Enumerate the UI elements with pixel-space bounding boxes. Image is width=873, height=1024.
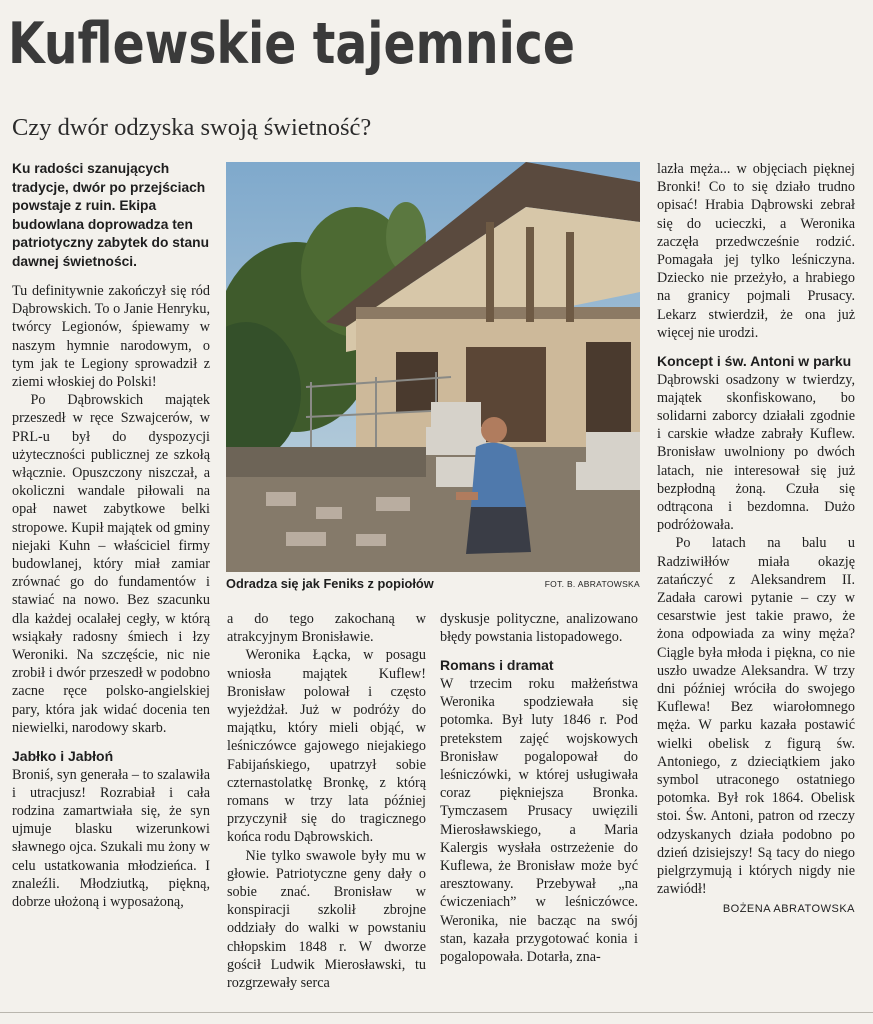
column-1	[12, 160, 210, 911]
section-heading: Romans i dramat	[440, 657, 554, 674]
headline: Kuflewskie tajemnice	[8, 11, 575, 77]
paragraph: dyskusje polityczne, analizowano błędy powstania listopadowego.	[440, 611, 638, 646]
column-3	[440, 610, 638, 966]
article-photo	[226, 162, 640, 572]
paragraph: Po latach na balu u Radziwiłłów miała okazję zatańczyć z Aleksandrem II. Zadała carowi pytanie – czy w cesarstwie jest takie prawo, że żona odpowiada za winy męża? Ciągle była młoda i piękna, co nie uszło uwadze Aleksandra. W trzy dni później wróciła do swojego Kuflewa! Bez wiarołomnego męża. W parku kazała postawić wielki obelisk z figurą św. Antoniego, z dzieciątkiem jako symbol utraconego ostatniego potomka. Był rok 1864. Obelisk stoi. Św. Antoni, patron od rzeczy odzyskanych działa podobno po dzień dzisiejszy! Są tacy do niego pielgrzymują i których nigdy nie zawiódł!	[657, 535, 855, 898]
paragraph: lazła męża... w objęciach pięknej Bronki! Co to się działo trudno opisać! Hrabia Dąbrowski zebrał się do ucieczki, a Weronika zaczęła przedwcześnie rodzić. Pomagała jej tylko leśniczyna. Dziecko nie przeżyło, a hrabiego na granicy pojmali Prusacy. Lekarz stwierdził, że ona już więcej nie urodzi.	[657, 161, 855, 341]
paragraph: Nie tylko swawole były mu w głowie. Patriotyczne geny dały o sobie znać. Bronisław w konspiracji szkolił zbrojne oddziały do walki w powstaniu chłopskim 1848 r. W dworze gościł Ludwik Mierosławski, tu rozgrzewały serca	[227, 847, 426, 992]
manor-house-photo	[226, 162, 640, 572]
section-heading: Jabłko i Jabłoń	[12, 748, 114, 765]
paragraph: Po Dąbrowskich majątek przeszedł w ręce Szwajcerów, w PRL-u był do dyspozycji użyteczności publicznej ze szkołą włącznie. Opuszczony niszczał, a okoliczni wandale piłowali na opał nawet zabytkowe belki stropowe. Kupił majątek od gminy niejaki Kuhn – właściciel firmy budowlanej, który miał zamiar zrównać go do fundamentów i stawiać na nowo. Bez szacunku dla każdej ocalałej cegły, w którą wsiąkały radosny śmiech i łzy Weroniki. Na szczęście, nic nie zrobił i dwór przeszedł w podobno zacne ręce polsko-angielskiej pary, która jak widać docenia ten niewielki, narodowy skarb.	[12, 392, 210, 736]
paragraph: Weronika Łącka, w posagu wniosła majątek Kuflew! Bronisław polował i często wyjeżdżał. Już w podróży do majątku, który mieli objąć, w leśniczówce gajowego niejakiego Fabijańskiego, upatrzył sobie czternastolatkę Bronkę, z którą romans w trzy lata później przyczynił się do tragicznego końca rodu Dąbrowskich.	[227, 647, 426, 846]
lead-paragraph: Ku radości szanujących tradycje, dwór po przejściach powstaje z ruin. Ekipa budowlana doprowadza ten patriotyczny zabytek do stanu dawnej świetności.	[12, 161, 210, 269]
paragraph: W trzecim roku małżeństwa Weronika spodziewała się potomka. Był luty 1846 r. Pod pretekstem zajęć wojskowych Bronisław pogalopował do leśniczówki, w której usługiwała coraz piękniejsza Bronka. Tymczasem Prusacy uwięzili Mierosławskiego, a Maria Kalergis wysłała ostrzeżenie do Kuflewa, że Bronisław może być aresztowany. Przebywał „na ćwiczeniach” w leśniczówce. Weronika, nie bacząc na swój stan, kazała przygotować konia i pogalopowała. Dotarła, zna-	[440, 675, 638, 965]
bottom-rule	[0, 1012, 873, 1013]
column-2	[227, 610, 426, 992]
photo-credit: FOT. B. ABRATOWSKA	[544, 579, 640, 589]
photo-caption: Odradza się jak Feniks z popiołów	[226, 576, 434, 591]
column-4	[657, 160, 855, 919]
paragraph: Tu definitywnie zakończył się ród Dąbrowskich. To o Janie Henryku, twórcy Legionów, śpiewamy w naszym hymnie narodowym, o tym jak te Legiony sprowadził z ziemi włoskiej do Polski!	[12, 283, 210, 391]
paragraph: a do tego zakochaną w atrakcyjnym Bronisławie.	[227, 611, 426, 646]
photo-caption-bar	[226, 576, 640, 596]
author-byline: BOŻENA ABRATOWSKA	[722, 903, 855, 916]
paragraph: Dąbrowski osadzony w twierdzy, majątek skonfiskowano, bo solidarni zaborcy działali zgodnie i carskie władze zabrały Kuflew. Bronisław uwolniony po dwóch latach, nie interesował się już bezpłodną żoną. Czuła się odtrącona i bezdomna. Dużo podróżowała.	[657, 371, 855, 534]
subheadline: Czy dwór odzyska swoją świetność?	[12, 114, 372, 141]
section-heading: Koncept i św. Antoni w parku	[657, 353, 852, 370]
paragraph: Broniś, syn generała – to szalawiła i utracjusz! Rozrabiał i cała rodzina zamartwiała się, że syn ujmuje blasku wizerunkowi sławnego ojca. Szukali mu żony w celu ustatkowania młodzieńca. I znaleźli. Młodziutką, piękną, dobrze ułożoną i wyposażoną,	[12, 766, 210, 910]
